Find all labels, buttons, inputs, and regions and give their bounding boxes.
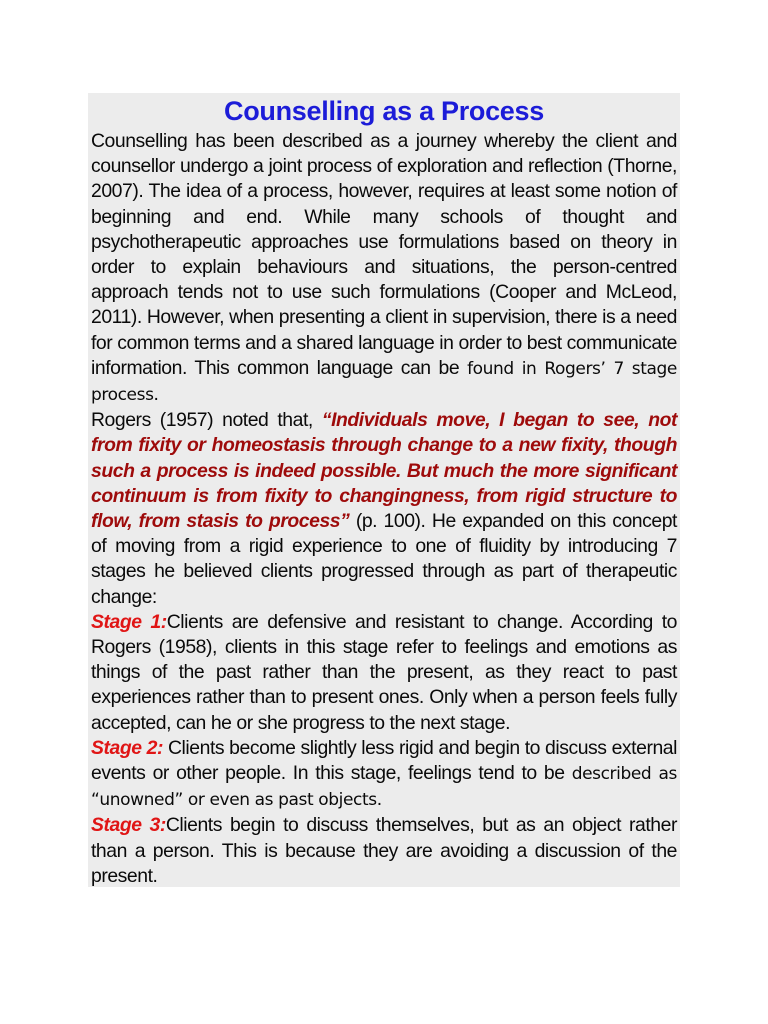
paragraph-rogers xyxy=(91,408,677,610)
paragraph-rogers-intro: Rogers (1957) noted that, xyxy=(91,409,322,432)
stage-3-label: Stage 3: xyxy=(91,814,166,837)
stage-2-text: Clients become slightly less rigid and begin to discuss external events or other people. In this stage, feelings tend to be xyxy=(91,736,677,785)
paragraph-rogers-rest: (p. 100). He expanded on this concept of moving from a rigid experience to one of fluidity by introducing 7 stages he believed clients progressed through as part of therapeutic change: xyxy=(91,510,677,608)
document-page xyxy=(88,93,680,887)
stage-1-text: Clients are defensive and resistant to change. According to Rogers (1958), clients in this stage refer to feelings and emotions as things of the past rather than the present, as they react to past experiences rather than to present ones. Only when a person feels fully accepted, can he or she progress to the next stage. xyxy=(91,610,677,734)
stage-2-end: . xyxy=(376,788,382,811)
stage-2-label: Stage 2: xyxy=(91,736,163,759)
paragraph-stage-1 xyxy=(91,610,677,736)
paragraph-intro xyxy=(91,129,677,408)
paragraph-stage-2 xyxy=(91,736,677,814)
document-title: Counselling as a Process xyxy=(224,96,544,126)
paragraph-intro-text: Counselling has been described as a journey whereby the client and counsellor undergo a joint process of exploration and reflection (Thorne, 2007). The idea of a process, however, requires at least some notion of beginning and end. While many schools of thought and psychotherapeutic approaches use formulations based on theory in order to explain behaviours and situations, the person-centred approach tends not to use such formulations (Cooper and McLeod, 2011). However, when presenting a client in supervision, there is a need for common terms and a shared language in order to best communicate information. This common language can be xyxy=(91,130,677,379)
paragraph-stage-3 xyxy=(91,813,677,889)
stage-2-tail: described as “unowned” or even as past objects xyxy=(91,764,677,811)
stage-3-text: Clients begin to discuss themselves, but as an object rather than a person. This is because they are avoiding a discussion of the present. xyxy=(91,814,677,887)
stage-1-label: Stage 1: xyxy=(91,610,167,633)
rogers-quote: “Individuals move, I began to see, not from fixity or homeostasis through change to a new fixity, though such a process is indeed possible. But much the more significant continuum is from fixity to changingness, from rigid structure to flow, from stasis to process” xyxy=(91,409,677,533)
paragraph-intro-end: . xyxy=(153,383,159,406)
paragraph-intro-tail: found in Rogers’ 7 stage process xyxy=(91,358,677,406)
